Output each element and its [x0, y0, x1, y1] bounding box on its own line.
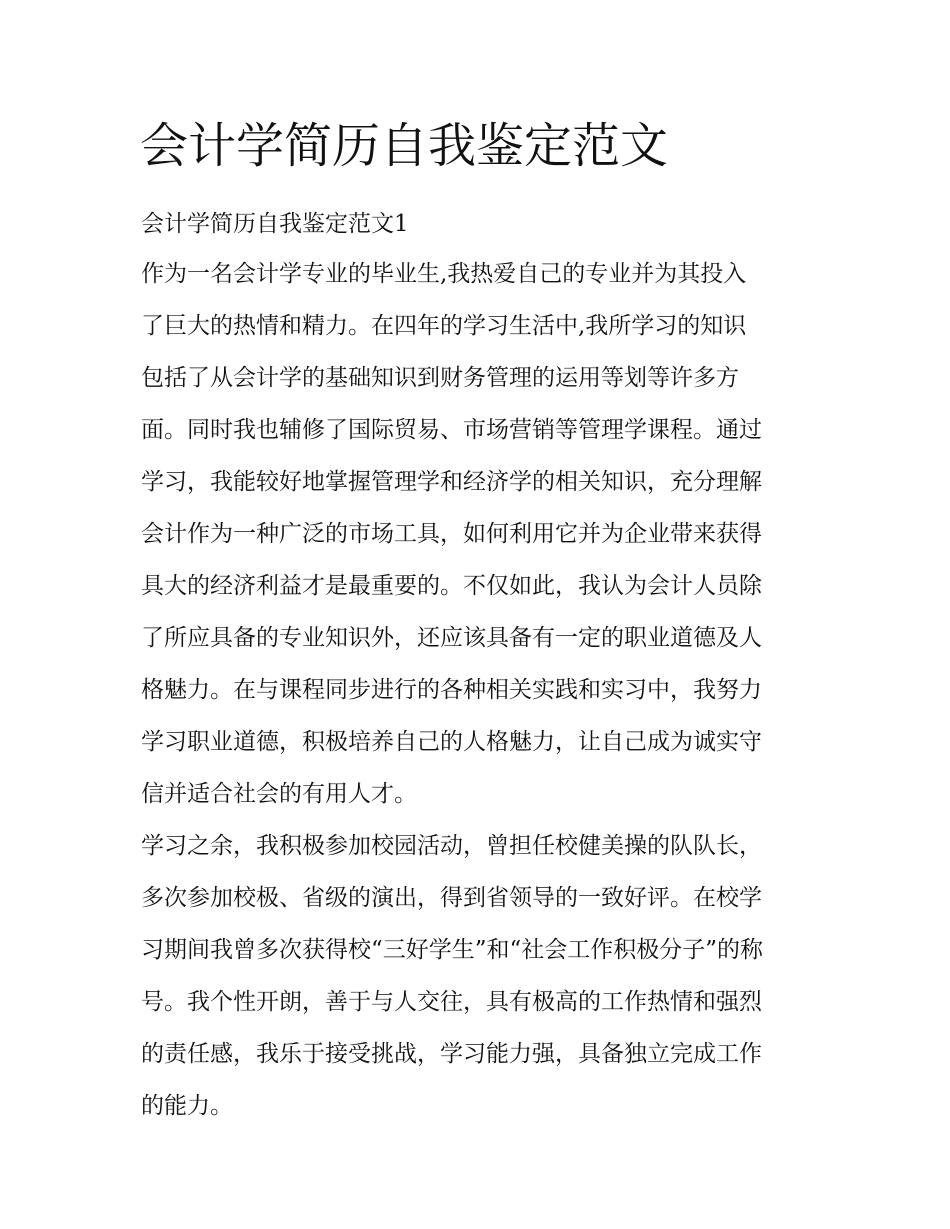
paragraph-line: 的责任感，我乐于接受挑战，学习能力强，具备独立完成工作: [141, 1041, 762, 1067]
paragraph-line: 会计作为一种广泛的市场工具，如何利用它并为企业带来获得: [141, 521, 762, 547]
paragraph-line: 面。同时我也辅修了国际贸易、市场营销等管理学课程。通过: [141, 417, 762, 443]
paragraph-line: 习期间我曾多次获得校“三好学生”和“社会工作积极分子”的称: [141, 937, 764, 963]
paragraph-line: 具大的经济利益才是最重要的。不仅如此，我认为会计人员除: [141, 573, 762, 599]
paragraph-line: 包括了从会计学的基础知识到财务管理的运用等划等许多方: [141, 365, 739, 391]
paragraph-line: 的能力。: [141, 1093, 233, 1119]
paragraph-line: 学习职业道德，积极培养自己的人格魅力，让自己成为诚实守: [141, 729, 762, 755]
paragraph-line: 学习，我能较好地掌握管理学和经济学的相关知识，充分理解: [141, 469, 762, 495]
paragraph-line: 了所应具备的专业知识外，还应该具备有一定的职业道德及人: [141, 625, 762, 651]
document-title: 会计学简历自我鉴定范文: [140, 118, 669, 174]
paragraph-line: 多次参加校极、省级的演出，得到省领导的一致好评。在校学: [141, 885, 762, 911]
section-heading: 会计学简历自我鉴定范文1: [141, 211, 409, 237]
paragraph-line: 号。我个性开朗，善于与人交往，具有极高的工作热情和强烈: [141, 989, 762, 1015]
paragraph-line: 了巨大的热情和精力。在四年的学习生活中,我所学习的知识: [141, 313, 747, 339]
paragraph-line: 作为一名会计学专业的毕业生,我热爱自己的专业并为其投入: [141, 261, 747, 287]
paragraph-line: 学习之余，我积极参加校园活动，曾担任校健美操的队队长，: [141, 833, 762, 859]
paragraph-line: 格魅力。在与课程同步进行的各种相关实践和实习中，我努力: [141, 677, 762, 703]
paragraph-line: 信并适合社会的有用人才。: [141, 781, 417, 807]
